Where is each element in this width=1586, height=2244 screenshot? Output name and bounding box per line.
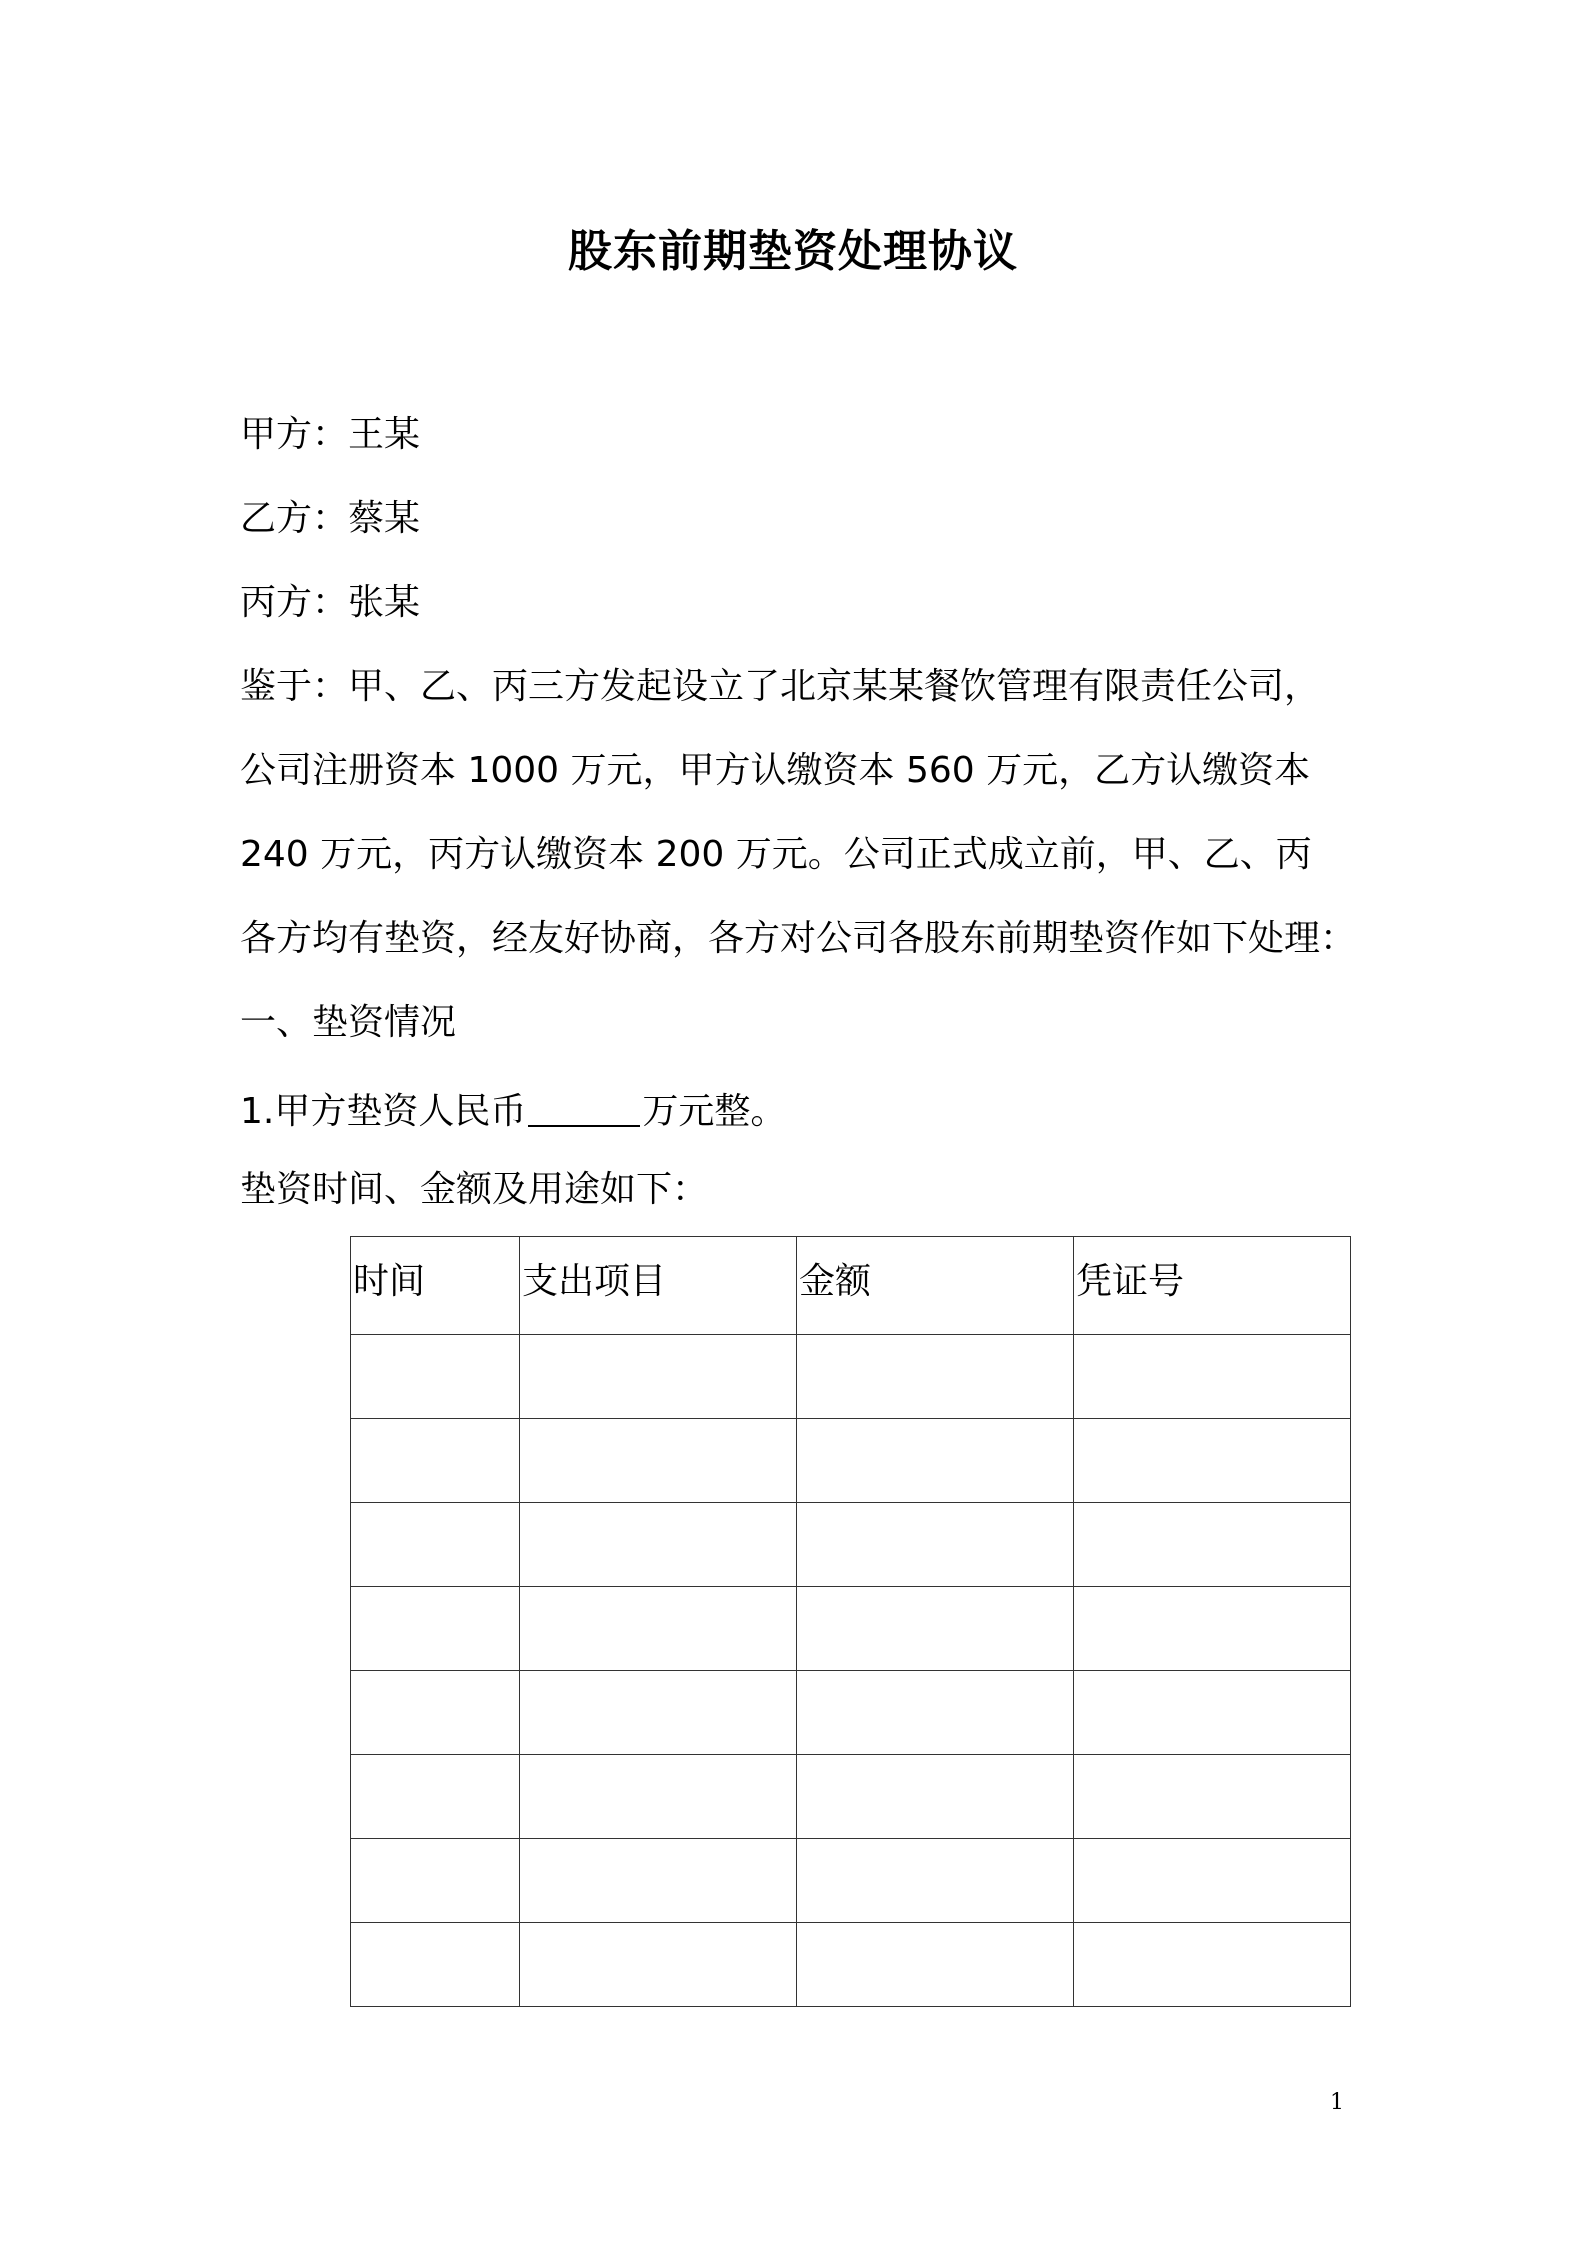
table-cell[interactable] bbox=[520, 1335, 797, 1419]
party-c-line: 丙方：张某 bbox=[240, 582, 421, 623]
table-row bbox=[351, 1587, 1351, 1671]
table-cell[interactable] bbox=[797, 1587, 1074, 1671]
table-cell[interactable] bbox=[351, 1335, 520, 1419]
advance-payment-table bbox=[350, 1236, 1351, 2007]
table-cell[interactable] bbox=[351, 1923, 520, 2007]
table-cell[interactable] bbox=[1074, 1587, 1351, 1671]
table-row bbox=[351, 1503, 1351, 1587]
table-row bbox=[351, 1671, 1351, 1755]
table-body bbox=[351, 1335, 1351, 2007]
table-cell[interactable] bbox=[520, 1503, 797, 1587]
recital-line: 鉴于：甲、乙、丙三方发起设立了北京某某餐饮管理有限责任公司， bbox=[240, 666, 1321, 707]
table-cell[interactable] bbox=[797, 1335, 1074, 1419]
table-cell[interactable] bbox=[351, 1755, 520, 1839]
table-cell[interactable] bbox=[797, 1923, 1074, 2007]
table-cell[interactable] bbox=[797, 1755, 1074, 1839]
table-cell[interactable] bbox=[351, 1503, 520, 1587]
table-header-cell: 支出项目 bbox=[520, 1237, 797, 1335]
table-cell[interactable] bbox=[1074, 1755, 1351, 1839]
recital-line: 240 万元，丙方认缴资本 200 万元。公司正式成立前，甲、乙、丙 bbox=[240, 834, 1312, 875]
amount-blank-field[interactable] bbox=[528, 1095, 640, 1127]
table-row bbox=[351, 1923, 1351, 2007]
table-cell[interactable] bbox=[520, 1755, 797, 1839]
table-header-cell: 凭证号 bbox=[1074, 1237, 1351, 1335]
table-cell[interactable] bbox=[1074, 1503, 1351, 1587]
item-1-suffix: 万元整。 bbox=[642, 1091, 787, 1132]
section-heading: 一、垫资情况 bbox=[240, 1002, 457, 1043]
table-cell[interactable] bbox=[797, 1503, 1074, 1587]
table-row bbox=[351, 1839, 1351, 1923]
table-cell[interactable] bbox=[351, 1419, 520, 1503]
table-header-cell: 时间 bbox=[351, 1237, 520, 1335]
table-header-row bbox=[351, 1237, 1351, 1335]
table-cell[interactable] bbox=[520, 1419, 797, 1503]
table-cell[interactable] bbox=[520, 1923, 797, 2007]
table-cell[interactable] bbox=[1074, 1923, 1351, 2007]
table-cell[interactable] bbox=[351, 1839, 520, 1923]
recital-line: 公司注册资本 1000 万元，甲方认缴资本 560 万元，乙方认缴资本 bbox=[240, 750, 1311, 791]
table-cell[interactable] bbox=[797, 1671, 1074, 1755]
table-header-cell: 金额 bbox=[797, 1237, 1074, 1335]
table-cell[interactable] bbox=[1074, 1839, 1351, 1923]
recital-line: 各方均有垫资，经友好协商，各方对公司各股东前期垫资作如下处理： bbox=[240, 918, 1357, 959]
page-number: 1 bbox=[1330, 2090, 1344, 2115]
party-b-line: 乙方：蔡某 bbox=[240, 498, 421, 539]
table-cell[interactable] bbox=[1074, 1419, 1351, 1503]
table-intro: 垫资时间、金额及用途如下： bbox=[240, 1169, 709, 1210]
table-cell[interactable] bbox=[520, 1587, 797, 1671]
table-cell[interactable] bbox=[797, 1419, 1074, 1503]
item-1-prefix: 1.甲方垫资人民币 bbox=[240, 1091, 527, 1132]
table-row bbox=[351, 1419, 1351, 1503]
table-row bbox=[351, 1335, 1351, 1419]
table-cell[interactable] bbox=[520, 1839, 797, 1923]
table-cell[interactable] bbox=[1074, 1335, 1351, 1419]
table-cell[interactable] bbox=[351, 1587, 520, 1671]
table-cell[interactable] bbox=[351, 1671, 520, 1755]
item-1-line bbox=[240, 1090, 786, 1134]
table-cell[interactable] bbox=[520, 1671, 797, 1755]
party-a-line: 甲方：王某 bbox=[240, 414, 421, 455]
table-cell[interactable] bbox=[797, 1839, 1074, 1923]
document-title: 股东前期垫资处理协议 bbox=[568, 226, 1018, 277]
table-cell[interactable] bbox=[1074, 1671, 1351, 1755]
table-row bbox=[351, 1755, 1351, 1839]
